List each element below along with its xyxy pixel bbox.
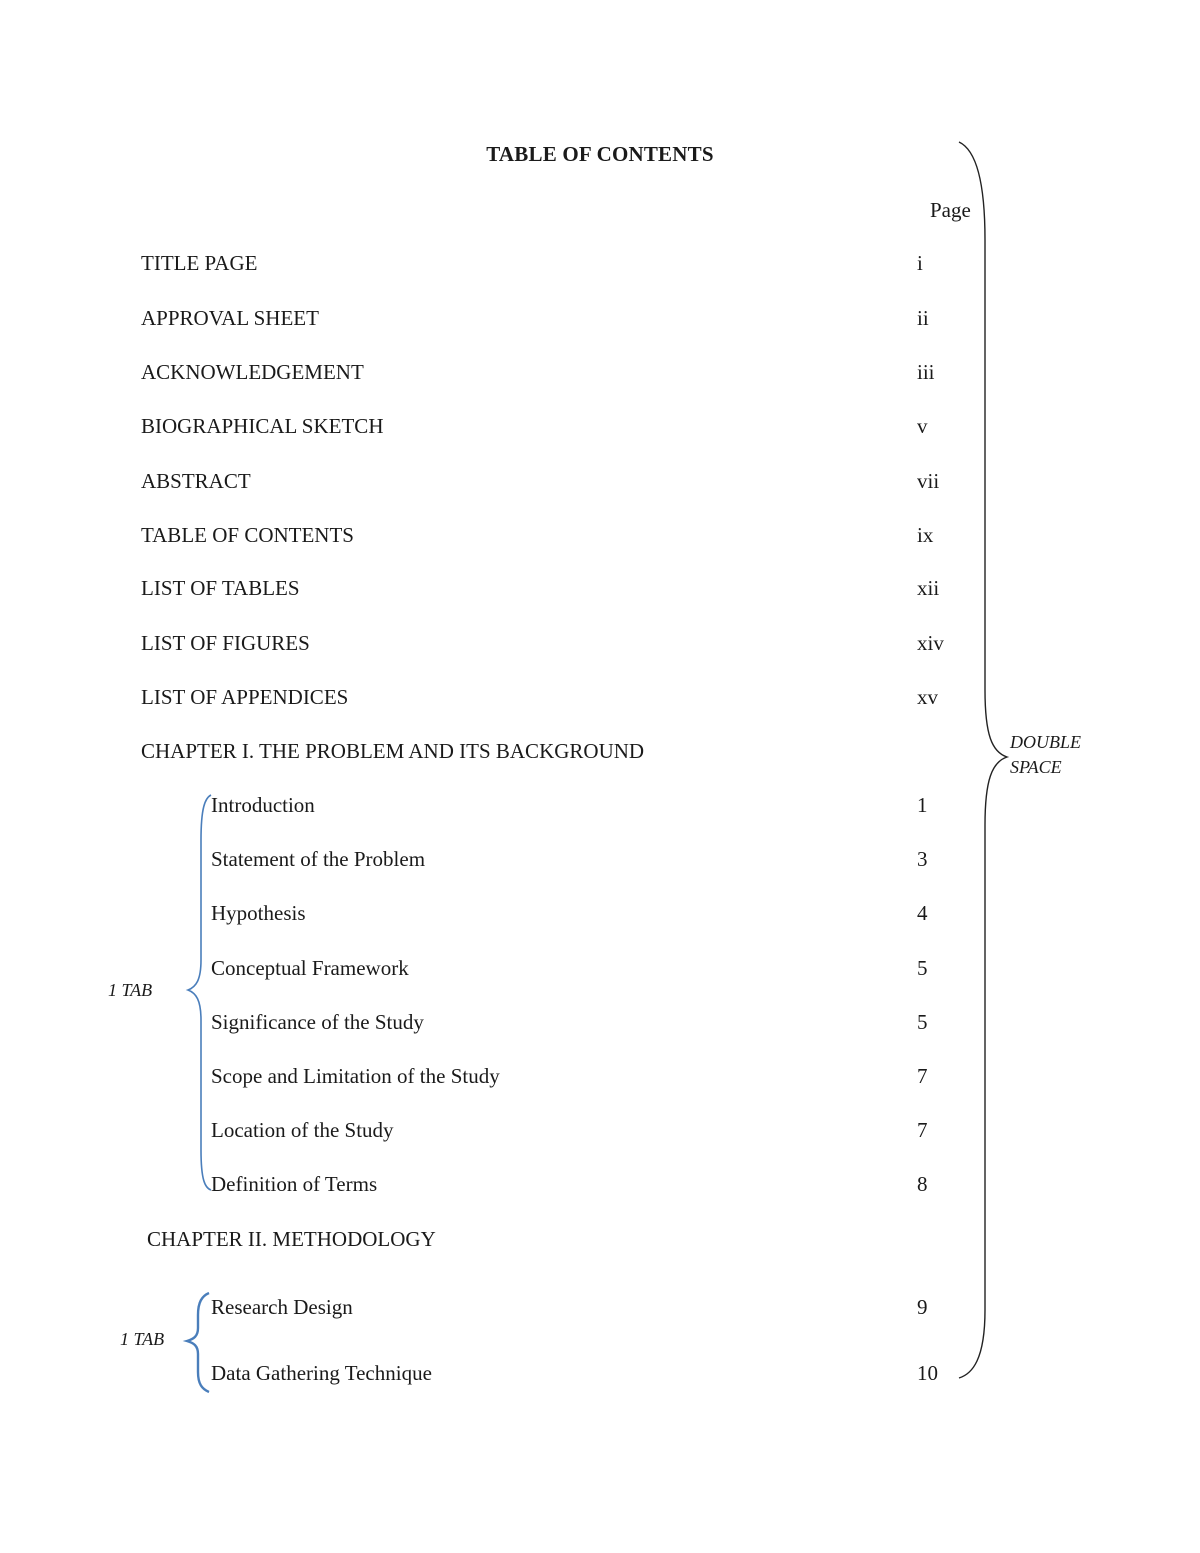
- toc-label-table-of-contents: TABLE OF CONTENTS: [141, 523, 354, 547]
- toc-label-data-gathering-technique: Data Gathering Technique: [211, 1361, 432, 1385]
- toc-label-list-of-appendices: LIST OF APPENDICES: [141, 685, 349, 709]
- toc-label-introduction: Introduction: [211, 793, 315, 817]
- toc-label-significance-of-the-study: Significance of the Study: [211, 1010, 424, 1034]
- toc-label-definition-of-terms: Definition of Terms: [211, 1172, 378, 1196]
- toc-page-title-page: i: [917, 251, 923, 275]
- toc-label-statement-of-the-problem: Statement of the Problem: [211, 847, 426, 871]
- toc-label-abstract: ABSTRACT: [141, 469, 251, 493]
- chapter-1-heading: CHAPTER I. THE PROBLEM AND ITS BACKGROUND: [141, 739, 645, 763]
- toc-page-acknowledgement: iii: [917, 360, 935, 384]
- page-column-header: Page: [930, 198, 971, 222]
- toc-label-list-of-tables: LIST OF TABLES: [141, 576, 300, 600]
- toc-page-biographical-sketch: v: [917, 414, 928, 438]
- chapter-1-tab-brace: [188, 795, 211, 1190]
- toc-page-table-of-contents: ix: [917, 523, 934, 547]
- toc-label-biographical-sketch: BIOGRAPHICAL SKETCH: [141, 414, 384, 438]
- toc-page-definition-of-terms: 8: [917, 1172, 928, 1196]
- toc-page-list-of-tables: xii: [917, 576, 940, 600]
- annotation-tab-chapter-1: 1 TAB: [108, 980, 153, 1000]
- toc-page-statement-of-the-problem: 3: [917, 847, 928, 871]
- toc-page-significance-of-the-study: 5: [917, 1010, 928, 1034]
- annotation-tab-chapter-2: 1 TAB: [120, 1329, 165, 1349]
- toc-label-research-design: Research Design: [211, 1295, 353, 1319]
- toc-label-approval-sheet: APPROVAL SHEET: [141, 306, 319, 330]
- toc-page-abstract: vii: [917, 469, 940, 493]
- toc-label-list-of-figures: LIST OF FIGURES: [141, 631, 310, 655]
- toc-page-scope-and-limitation: 7: [917, 1064, 928, 1088]
- toc-page-approval-sheet: ii: [917, 306, 929, 330]
- toc-label-location-of-the-study: Location of the Study: [211, 1118, 394, 1142]
- toc-page-conceptual-framework: 5: [917, 956, 928, 980]
- toc-label-hypothesis: Hypothesis: [211, 901, 306, 925]
- toc-label-acknowledgement: ACKNOWLEDGEMENT: [141, 360, 364, 384]
- chapter-2-tab-brace: [187, 1293, 209, 1392]
- toc-page-hypothesis: 4: [917, 901, 928, 925]
- toc-page-list-of-figures: xiv: [917, 631, 944, 655]
- toc-page-location-of-the-study: 7: [917, 1118, 928, 1142]
- toc-label-conceptual-framework: Conceptual Framework: [211, 956, 409, 980]
- toc-page-introduction: 1: [917, 793, 928, 817]
- toc-label-title-page: TITLE PAGE: [141, 251, 258, 275]
- toc-page-data-gathering-technique: 10: [917, 1361, 938, 1385]
- annotation-double-line-1: DOUBLE: [1010, 732, 1081, 752]
- double-space-brace: [959, 142, 1007, 1378]
- page-title: TABLE OF CONTENTS: [486, 142, 714, 166]
- chapter-2-heading: CHAPTER II. METHODOLOGY: [147, 1227, 436, 1251]
- toc-label-scope-and-limitation: Scope and Limitation of the Study: [211, 1064, 500, 1088]
- toc-page-list-of-appendices: xv: [917, 685, 938, 709]
- toc-page-research-design: 9: [917, 1295, 928, 1319]
- annotation-double-line-2: SPACE: [1010, 757, 1062, 777]
